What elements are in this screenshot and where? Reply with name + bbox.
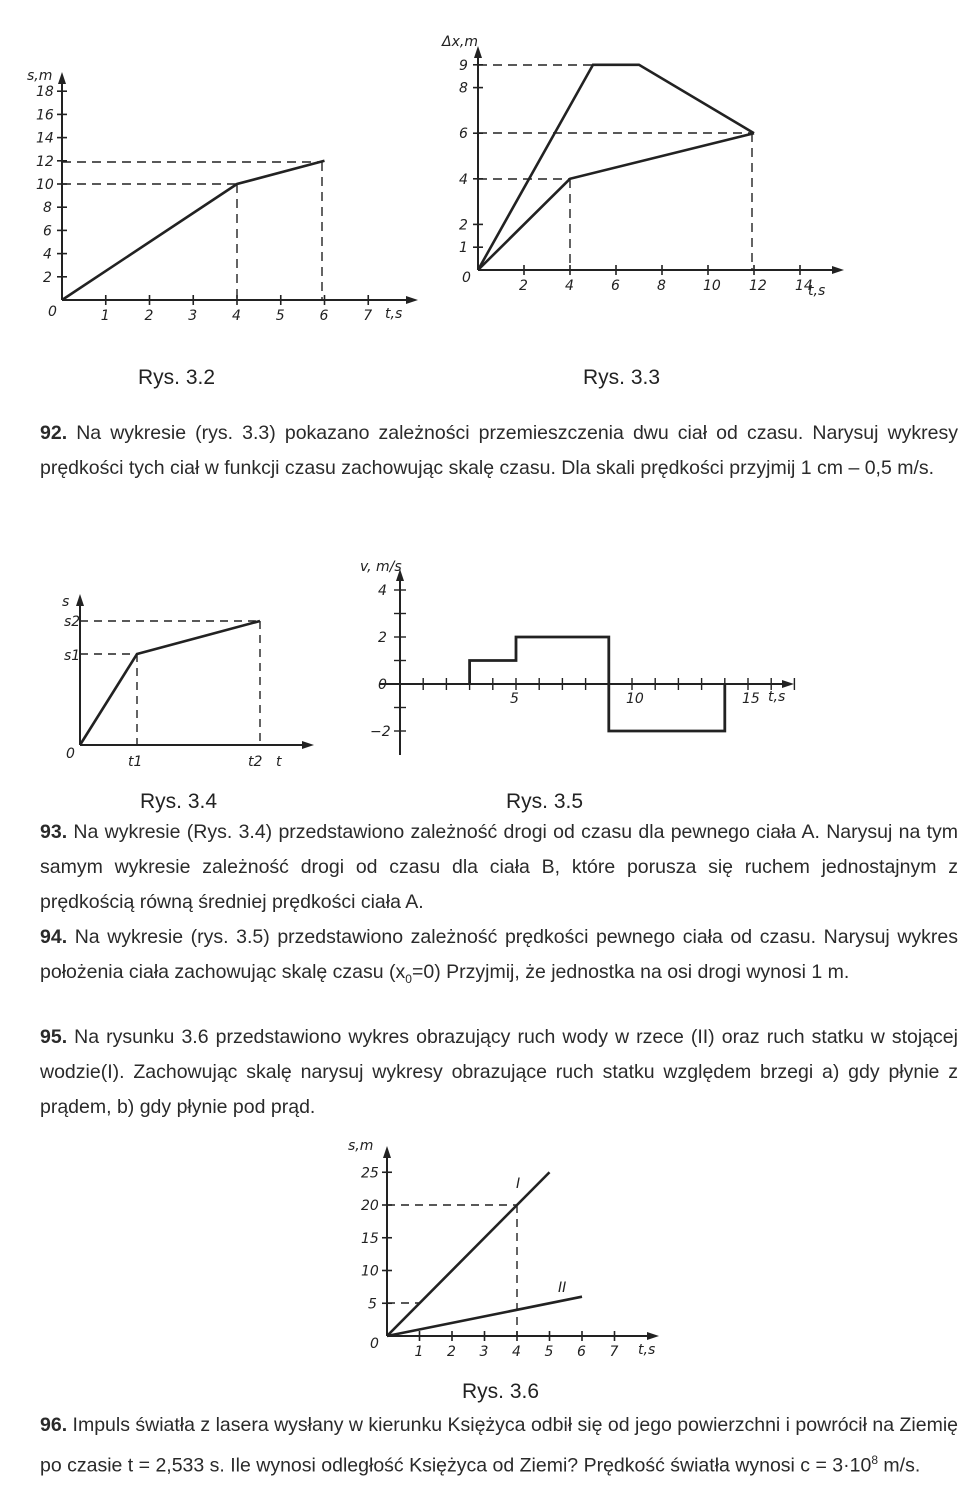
y-tick-label: −2: [370, 724, 391, 740]
tick-s1: s1: [64, 648, 81, 664]
task-text: Na rysunku 3.6 przedstawiono wykres obrazujący ruch wody w rzece (II) oraz ruch statku w stojącej wodzie(I). Zachowując skalę narysuj wykresy obrazujące ruch statku względem brzegi a) gdy płynie z prądem, b) gdy płynie pod prąd.: [40, 1026, 958, 1118]
x-tick-label: 1: [414, 1344, 424, 1360]
figure-3-2: [0, 0, 430, 340]
y-tick-label: 8: [43, 200, 52, 217]
x-tick-label: 4: [565, 278, 574, 294]
x-tick-label: 7: [363, 308, 373, 324]
series-line: [80, 621, 260, 745]
series-line: [62, 161, 325, 300]
x-tick-label: 5: [510, 691, 519, 707]
task-text-a: Impuls światła z lasera wysłany w kierunku Księżyca odbił się od jego powierzchni i powrócił na Ziemię po czasie t = 2,533 s. Ile wynosi odległość Księżyca od Ziemi? Prędkość światła wynosi c = 3·10: [40, 1414, 958, 1477]
y-tick-label: 8: [459, 80, 468, 97]
task-number: 92.: [40, 422, 68, 444]
x-tick-label: 14: [795, 278, 813, 294]
y-tick-label: 6: [459, 126, 468, 143]
x-axis-label: t: [276, 754, 282, 770]
y-tick-label: 2: [378, 630, 387, 646]
task-text-b: m/s.: [878, 1454, 921, 1477]
task-text: Na wykresie (rys. 3.3) pokazano zależności przemieszczenia dwu ciał od czasu. Narysuj wykresy prędkości tych ciał w funkcji czasu zachowując skalę czasu. Dla skali prędkości przyjmij 1 cm – 0,5 m/s.: [40, 422, 958, 479]
y-tick-label: 4: [43, 246, 52, 263]
x-tick-label: 15: [742, 691, 760, 707]
task-text-sub: 0: [405, 971, 412, 986]
tick-t1: t1: [128, 754, 143, 770]
y-tick-label: 1: [459, 240, 468, 257]
y-tick-label: 18: [36, 84, 54, 101]
caption-3-3: Rys. 3.3: [583, 366, 661, 389]
series-line-2: [478, 133, 754, 270]
x-tick-label: 6: [319, 308, 329, 324]
x-tick-label: 6: [611, 278, 620, 294]
y-axis-label: Δx,m: [442, 34, 478, 50]
y-tick-label: 16: [36, 107, 54, 124]
task-92: [40, 416, 958, 486]
x-axis-arrow: [302, 741, 314, 749]
x-axis-label: t,s: [638, 1342, 656, 1358]
figure-3-4: [40, 580, 320, 790]
y-tick-label: 25: [361, 1165, 379, 1182]
origin-label: 0: [462, 270, 471, 286]
y-tick-label: 2: [459, 217, 468, 234]
y-axis-label: v, m/s: [360, 559, 402, 575]
y-axis-arrow: [383, 1146, 391, 1158]
tick-s2: s2: [64, 614, 81, 630]
y-tick-label: 15: [361, 1230, 379, 1247]
y-axis-label: s,m: [348, 1138, 374, 1154]
x-tick-label: 5: [275, 308, 285, 324]
figure-3-5: [350, 545, 810, 785]
figure-3-6-plot: [330, 1130, 690, 1370]
x-tick-label: 5: [544, 1344, 554, 1360]
x-tick-label: 4: [512, 1344, 521, 1360]
y-axis-label: s: [62, 594, 70, 610]
task-96: [40, 1408, 958, 1484]
task-number: 95.: [40, 1026, 68, 1048]
y-axis-arrow: [76, 594, 84, 606]
caption-3-2: Rys. 3.2: [138, 366, 216, 389]
y-tick-label: 14: [36, 130, 54, 147]
x-axis-label: t,s: [808, 283, 826, 299]
task-93: [40, 815, 958, 920]
y-axis-arrow: [58, 72, 66, 84]
task-number: 96.: [40, 1414, 68, 1436]
origin-label: 0: [48, 304, 57, 320]
y-axis-label: s,m: [27, 68, 53, 84]
task-95: [40, 1020, 958, 1125]
task-94: [40, 920, 958, 997]
x-axis-arrow: [406, 296, 418, 304]
figure-3-4-plot: [40, 580, 320, 790]
series-label-II: II: [558, 1280, 567, 1296]
tick-t2: t2: [248, 754, 263, 770]
y-tick-label: 20: [361, 1198, 379, 1214]
y-tick-label: 10: [361, 1263, 379, 1280]
y-tick-label: 10: [36, 177, 54, 193]
figure-3-2-plot: [0, 0, 430, 340]
figure-3-3: [430, 0, 960, 340]
x-tick-label: 2: [519, 278, 528, 294]
origin-label: 0: [66, 746, 75, 762]
x-tick-label: 12: [749, 278, 767, 294]
caption-3-6: Rys. 3.6: [462, 1380, 540, 1403]
x-tick-label: 6: [577, 1344, 586, 1360]
y-tick-label: 4: [378, 583, 387, 599]
series-label-I: I: [516, 1176, 521, 1192]
figure-3-6: [330, 1130, 690, 1370]
y-tick-label: 2: [43, 269, 52, 286]
series-line-I: [387, 1172, 550, 1336]
y-tick-label: 5: [368, 1296, 377, 1313]
task-text-sup: 8: [871, 1453, 878, 1467]
x-axis-arrow: [647, 1332, 659, 1340]
x-tick-label: 4: [232, 308, 241, 324]
task-text-b: =0) Przyjmij, że jednostka na osi drogi wynosi 1 m.: [411, 961, 850, 983]
x-tick-label: 10: [626, 691, 644, 707]
x-tick-label: 7: [609, 1344, 619, 1360]
task-text: Na wykresie (Rys. 3.4) przedstawiono zależność drogi od czasu dla pewnego ciała A. Narysuj na tym samym wykresie zależność drogi od czasu dla ciała B, które porusza się ruchem jednostajnym z prędkością równą średniej prędkości ciała A.: [40, 821, 958, 913]
x-tick-label: 2: [447, 1344, 456, 1360]
x-axis-label: t,s: [768, 689, 786, 705]
task-number: 94.: [40, 926, 68, 948]
y-tick-label: 4: [459, 171, 468, 188]
caption-3-4: Rys. 3.4: [140, 790, 218, 813]
x-axis-arrow: [832, 266, 844, 274]
x-tick-label: 3: [479, 1344, 489, 1360]
x-tick-label: 1: [100, 308, 110, 324]
y-tick-label: 12: [36, 153, 54, 170]
x-tick-label: 3: [188, 308, 198, 324]
y-tick-label: 0: [378, 677, 387, 693]
x-tick-label: 8: [657, 278, 666, 294]
task-number: 93.: [40, 821, 68, 843]
y-tick-label: 9: [459, 57, 468, 74]
task-text-a: Na wykresie (rys. 3.5) przedstawiono zależność prędkości pewnego ciała od czasu. Narysuj wykres położenia ciała zachowując skalę czasu (x: [40, 926, 958, 983]
figure-3-5-plot: [350, 545, 810, 785]
x-axis-arrow: [782, 680, 794, 688]
origin-label: 0: [370, 1336, 379, 1352]
x-tick-label: 2: [144, 308, 154, 324]
x-tick-label: 10: [703, 278, 721, 294]
caption-3-5: Rys. 3.5: [506, 790, 584, 813]
x-axis-label: t,s: [385, 306, 403, 322]
y-tick-label: 6: [43, 223, 52, 240]
figure-3-3-plot: [430, 0, 960, 340]
